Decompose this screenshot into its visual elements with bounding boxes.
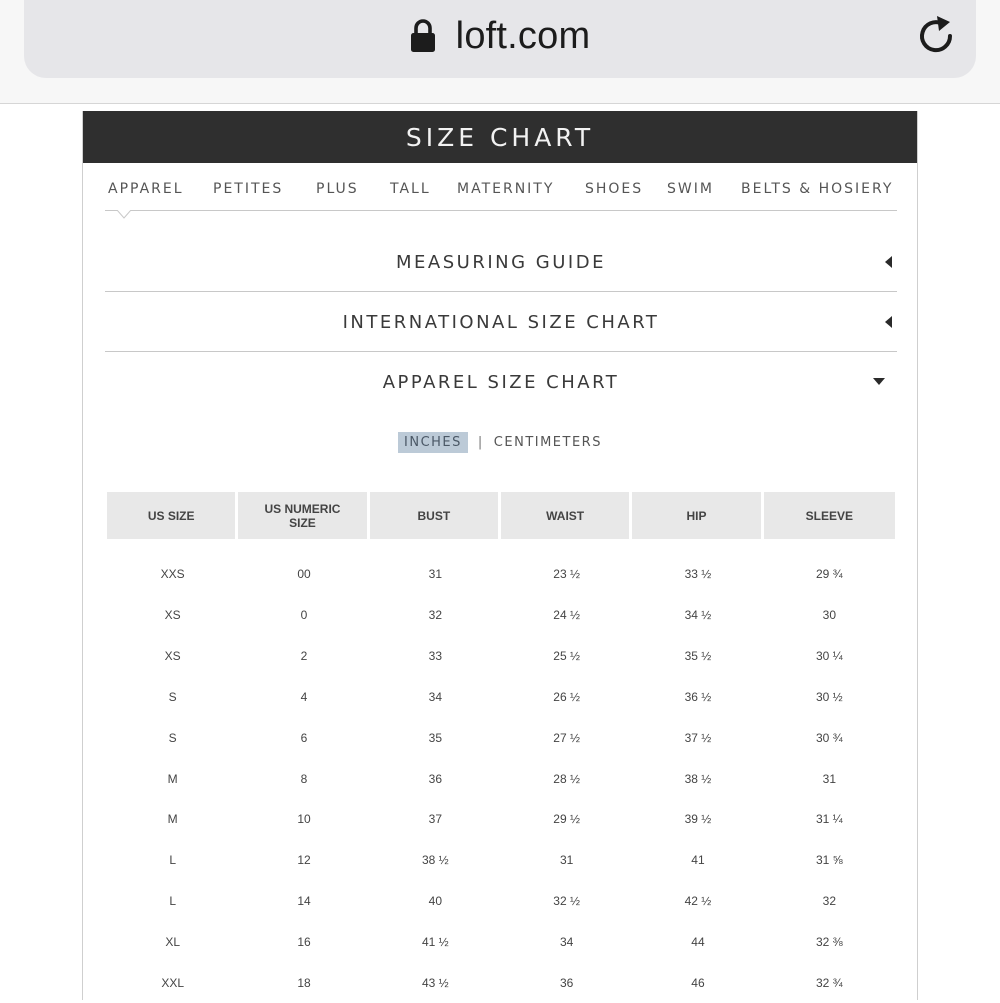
international-size-chart-label: INTERNATIONAL SIZE CHART [342, 312, 660, 333]
reload-icon[interactable] [912, 12, 960, 60]
cell-sleeve: 32 ⅜ [815, 934, 843, 949]
cell-bust: 35 [428, 730, 442, 745]
tab-swim[interactable]: SWIM [667, 181, 714, 197]
table-body [107, 539, 895, 1003]
cell-hip: 44 [691, 934, 705, 949]
table-row [107, 921, 895, 962]
cell-waist: 29 ½ [553, 812, 580, 827]
tab-plus[interactable]: PLUS [316, 181, 359, 197]
table-row [107, 799, 895, 840]
cell-sleeve: 30 ½ [815, 689, 843, 704]
cell-us-size: S [168, 730, 177, 745]
cell-bust: 41 ½ [421, 934, 449, 949]
table-row [107, 539, 895, 595]
cell-bust: 40 [428, 893, 442, 908]
table-header-row [107, 492, 895, 539]
cell-us-size: XS [164, 608, 181, 623]
cell-us-numeric: 2 [300, 649, 308, 664]
inches-toggle[interactable]: INCHES [398, 432, 468, 453]
browser-toolbar [0, 0, 1000, 104]
cell-waist: 26 ½ [553, 689, 580, 704]
cell-bust: 38 ½ [421, 853, 449, 868]
cell-bust: 32 [428, 608, 442, 623]
lock-icon [410, 19, 436, 53]
cell-us-size: XXS [160, 567, 185, 581]
col-us-numeric-size [238, 492, 369, 539]
cell-sleeve: 31 ¼ [815, 812, 843, 827]
tab-apparel[interactable]: APPAREL [108, 181, 184, 197]
cell-us-numeric: 4 [300, 689, 308, 704]
size-chart-header [83, 111, 917, 163]
cell-us-numeric: 18 [297, 975, 311, 990]
tab-shoes[interactable]: SHOES [585, 181, 644, 197]
apparel-size-table [107, 492, 895, 1003]
active-tab-pointer-icon [117, 210, 131, 219]
apparel-size-chart-label: APPAREL SIZE CHART [382, 372, 620, 393]
tab-tall[interactable]: TALL [390, 181, 431, 197]
cell-sleeve: 31 [822, 771, 836, 786]
cell-us-numeric: 14 [297, 893, 311, 908]
cell-waist: 34 [559, 934, 574, 949]
table-row [107, 840, 895, 881]
cell-us-numeric: 8 [300, 771, 308, 786]
cell-waist: 23 ½ [553, 567, 580, 581]
cell-us-numeric: 00 [297, 567, 311, 581]
cell-sleeve: 30 ¼ [815, 649, 843, 664]
cell-sleeve: 29 ¾ [815, 567, 843, 581]
cell-waist: 32 ½ [553, 893, 580, 908]
cell-hip: 38 ½ [684, 771, 712, 786]
apparel-size-chart-row[interactable] [105, 352, 897, 412]
cell-us-size: L [169, 893, 176, 908]
cell-hip: 42 ½ [684, 893, 712, 908]
cell-hip: 46 [691, 975, 705, 990]
size-chart-panel [82, 111, 918, 1000]
address-bar[interactable] [24, 0, 976, 78]
cell-us-numeric: 6 [300, 730, 308, 745]
unit-toggle [83, 431, 917, 453]
tab-maternity[interactable]: MATERNITY [457, 181, 555, 197]
cell-waist: 36 [559, 975, 574, 990]
cell-hip: 39 ½ [684, 812, 712, 827]
measuring-guide-row[interactable] [105, 232, 897, 292]
measuring-guide-label: MEASURING GUIDE [396, 252, 606, 273]
cell-waist: 24 ½ [553, 608, 580, 623]
table-row [107, 677, 895, 718]
cell-us-size: M [167, 812, 178, 827]
cell-bust: 37 [428, 812, 442, 827]
address-bar-content [24, 12, 976, 60]
cell-sleeve: 30 ¾ [815, 730, 843, 745]
url-text[interactable]: loft.com [455, 14, 591, 57]
col-us-numeric-size-label: US NUMERIC SIZE [264, 501, 341, 530]
cell-waist: 25 ½ [553, 649, 580, 664]
cell-us-size: L [169, 853, 176, 868]
table-row [107, 962, 895, 1003]
cell-bust: 36 [428, 771, 442, 786]
cell-hip: 36 ½ [684, 689, 712, 704]
table-row [107, 881, 895, 922]
col-waist: WAIST [501, 492, 632, 539]
cell-hip: 34 ½ [684, 608, 712, 623]
cell-bust: 34 [428, 689, 442, 704]
centimeters-toggle[interactable]: CENTIMETERS [493, 434, 602, 450]
col-hip: HIP [632, 492, 763, 539]
cell-us-numeric: 12 [297, 853, 311, 868]
cell-sleeve: 31 ⅝ [815, 853, 843, 868]
cell-us-numeric: 10 [297, 812, 311, 827]
table-row [107, 595, 895, 636]
page-title: SIZE CHART [405, 122, 595, 152]
table-row [107, 636, 895, 677]
cell-waist: 28 ½ [553, 771, 580, 786]
cell-us-size: M [167, 771, 178, 786]
category-tabs [105, 181, 897, 211]
cell-bust: 33 [428, 649, 442, 664]
table-row [107, 717, 895, 758]
cell-bust: 31 [428, 567, 442, 581]
cell-us-numeric: 0 [300, 608, 308, 623]
cell-sleeve: 32 [822, 893, 836, 908]
international-size-chart-row[interactable] [105, 292, 897, 352]
cell-us-size: XL [165, 934, 180, 949]
caret-left-icon [883, 256, 893, 268]
col-bust: BUST [370, 492, 501, 539]
cell-sleeve: 30 [822, 608, 836, 623]
cell-us-size: XS [164, 649, 181, 664]
tab-petites[interactable]: PETITES [213, 181, 284, 197]
tab-belts-hosiery[interactable]: BELTS & HOSIERY [741, 181, 894, 197]
unit-separator: | [477, 434, 484, 450]
caret-left-icon [883, 316, 893, 328]
col-sleeve: SLEEVE [764, 492, 895, 539]
cell-hip: 41 [691, 853, 705, 868]
cell-hip: 35 ½ [684, 649, 712, 664]
cell-bust: 43 ½ [421, 975, 449, 990]
cell-us-numeric: 16 [297, 934, 311, 949]
cell-us-size: XXL [161, 975, 184, 990]
caret-down-icon [873, 378, 885, 386]
cell-waist: 31 [559, 853, 574, 868]
col-us-size: US SIZE [107, 492, 238, 539]
cell-hip: 33 ½ [684, 567, 712, 581]
cell-hip: 37 ½ [684, 730, 712, 745]
cell-waist: 27 ½ [553, 730, 580, 745]
cell-sleeve: 32 ¾ [815, 975, 843, 990]
cell-us-size: S [168, 689, 177, 704]
table-row [107, 758, 895, 799]
